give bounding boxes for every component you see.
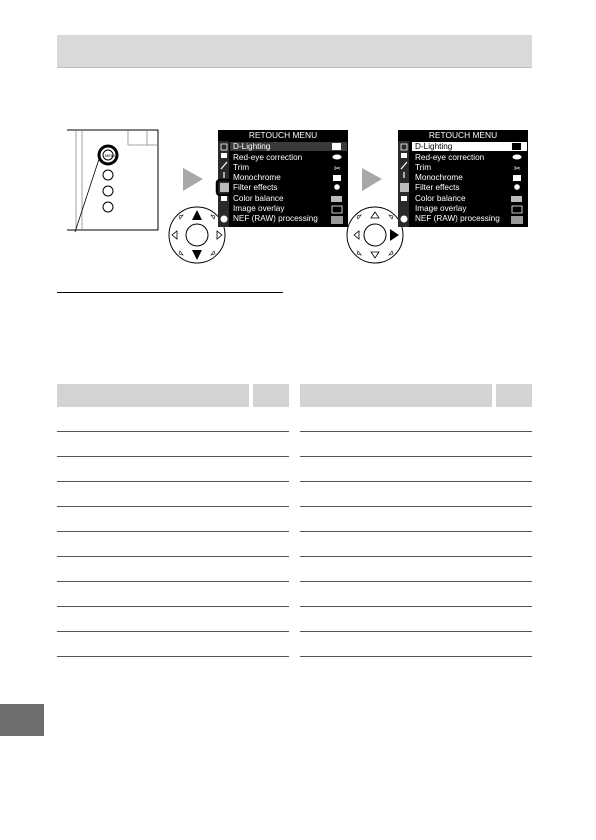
table-header-cell [300,384,492,407]
arrow-right-1 [183,168,203,191]
screen1-item-7: NEF (RAW) processing [233,214,318,223]
table-cell [300,407,492,432]
table-row [300,482,532,507]
recent-icon [221,196,227,201]
table-cell [253,532,289,557]
chapter-tab-marker [0,704,44,736]
table-row [57,507,289,532]
table-header-cell [57,384,249,407]
svg-text:MENU: MENU [105,153,117,158]
table-cell [300,582,492,607]
table-row [57,432,289,457]
table-cell [57,557,249,582]
multi-selector-right-icon [347,207,403,263]
table-cell [300,557,492,582]
table-row [300,432,532,457]
table-row [57,407,289,432]
table-cell [253,632,289,657]
table-cell [253,407,289,432]
table-cell [496,407,532,432]
options-table-right [300,384,532,657]
screen1-item-6: Image overlay [233,204,285,213]
screen1-item-0: D-Lighting [233,142,271,151]
table-cell [496,482,532,507]
table-row [300,607,532,632]
table-cell [253,432,289,457]
table-row [300,557,532,582]
camera-screen-2 [398,130,528,227]
screen1-title: RETOUCH MENU [248,130,318,140]
screen1-item-4: Filter effects [233,183,278,192]
table-cell [253,557,289,582]
table-cell [253,507,289,532]
screen2-item-0: D-Lighting [415,142,453,151]
svg-text:✂: ✂ [514,164,521,173]
table-cell [253,457,289,482]
camera-back-illustration [67,130,158,232]
table-cell [300,432,492,457]
screen1-item-5: Color balance [233,194,284,203]
screen2-item-1: Red-eye correction [415,153,485,162]
section-title-underline [57,292,283,293]
table-row [57,607,289,632]
table-header-row [57,384,289,407]
screen2-item-5: Color balance [415,194,466,203]
table-cell [300,607,492,632]
table-cell [57,457,249,482]
table-row [57,557,289,582]
table-row [300,407,532,432]
table-cell [57,407,249,432]
table-cell [57,482,249,507]
table-row [300,632,532,657]
table-row [57,482,289,507]
table-row [300,532,532,557]
screen1-item-3: Monochrome [233,173,281,182]
table-cell [496,532,532,557]
table-header-cell [253,384,289,407]
table-cell [57,532,249,557]
table-cell [496,432,532,457]
screen1-item-1: Red-eye correction [233,153,303,162]
table-header-cell [496,384,532,407]
table-row [57,457,289,482]
table-cell [253,582,289,607]
svg-text:✂: ✂ [334,164,341,173]
table-row [300,457,532,482]
table-cell [253,482,289,507]
table-cell [300,632,492,657]
table-row [57,632,289,657]
table-cell [300,482,492,507]
table-row [57,582,289,607]
options-table-left [57,384,289,657]
table-row [300,582,532,607]
table-cell [300,507,492,532]
zoom-in-button-icon [103,186,113,196]
retouch-icon [220,183,229,192]
table-cell [57,432,249,457]
table-header-row [300,384,532,407]
table-cell [57,507,249,532]
arrow-right-2 [362,168,382,191]
camera-screen-1 [217,130,348,227]
table-cell [253,607,289,632]
table-cell [57,582,249,607]
table-cell [496,557,532,582]
screen1-item-2: Trim [233,163,250,172]
screen2-item-4: Filter effects [415,183,460,192]
table-row [57,532,289,557]
screen2-title: RETOUCH MENU [428,130,498,140]
table-cell [496,632,532,657]
protect-button-icon [103,170,113,180]
table-cell [57,607,249,632]
zoom-out-button-icon [103,202,113,212]
help-icon [221,216,228,223]
table-cell [496,457,532,482]
screen2-item-2: Trim [415,163,432,172]
table-cell [496,582,532,607]
table-cell [57,632,249,657]
table-cell [300,532,492,557]
table-cell [300,457,492,482]
screen2-item-3: Monochrome [415,173,463,182]
table-row [300,507,532,532]
screen2-item-6: Image overlay [415,204,467,213]
table-cell [496,507,532,532]
camera-icon [221,153,227,158]
screen2-item-7: NEF (RAW) processing [415,214,500,223]
multi-selector-up-down-icon [169,207,225,263]
table-cell [496,607,532,632]
